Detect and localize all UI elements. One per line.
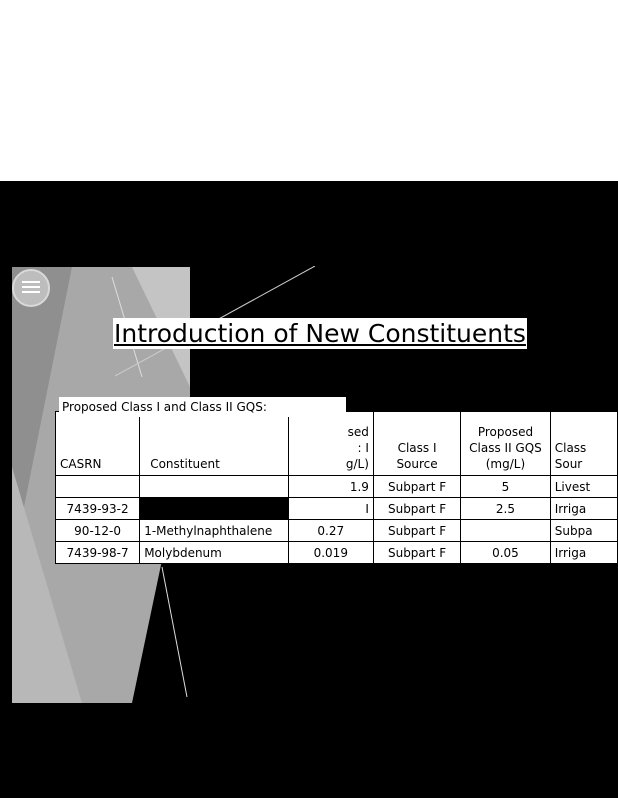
- cell-constituent: [140, 498, 288, 520]
- cell-class1-gqs: 0.019: [288, 542, 373, 564]
- gqs-table: [55, 411, 618, 564]
- header-constituent: Constituent: [140, 412, 288, 476]
- presentation-slide: [0, 181, 618, 798]
- table-header-row: [56, 412, 618, 476]
- table-row: [56, 542, 618, 564]
- cell-casrn: [56, 476, 140, 498]
- cell-casrn: 90-12-0: [56, 520, 140, 542]
- header-class1-source: Class I Source: [373, 412, 460, 476]
- cell-class2-gqs: 5: [461, 476, 551, 498]
- table-row: [56, 476, 618, 498]
- cell-class1-gqs: 0.27: [288, 520, 373, 542]
- cell-constituent: Molybdenum: [140, 542, 288, 564]
- header-class1-gqs: sed : I g/L): [288, 412, 373, 476]
- cell-class2-gqs: 0.05: [461, 542, 551, 564]
- cell-class2-source: Irriga: [550, 498, 617, 520]
- cell-class1-gqs: 1.9: [288, 476, 373, 498]
- cell-class2-source: Livest: [550, 476, 617, 498]
- cell-class2-gqs: [461, 520, 551, 542]
- cell-casrn: 7439-98-7: [56, 542, 140, 564]
- cell-class1-source: Subpart F: [373, 476, 460, 498]
- header-class2-gqs: Proposed Class II GQS (mg/L): [461, 412, 551, 476]
- slide-title: Introduction of New Constituents: [114, 319, 526, 348]
- cell-class2-source: Irriga: [550, 542, 617, 564]
- cell-constituent: 1-Methylnaphthalene: [140, 520, 288, 542]
- cell-class2-gqs: 2.5: [461, 498, 551, 520]
- header-casrn: CASRN: [56, 412, 140, 476]
- seal-logo: [12, 269, 50, 307]
- table-row: [56, 520, 618, 542]
- table-row: [56, 498, 618, 520]
- cell-casrn: 7439-93-2: [56, 498, 140, 520]
- cell-class1-source: Subpart F: [373, 542, 460, 564]
- cell-class1-source: Subpart F: [373, 498, 460, 520]
- cell-constituent: [140, 476, 288, 498]
- header-class2-source: Class Sour: [550, 412, 617, 476]
- table-caption: Proposed Class I and Class II GQS:: [59, 397, 346, 417]
- cell-class1-gqs: I: [288, 498, 373, 520]
- cell-class1-source: Subpart F: [373, 520, 460, 542]
- cell-class2-source: Subpa: [550, 520, 617, 542]
